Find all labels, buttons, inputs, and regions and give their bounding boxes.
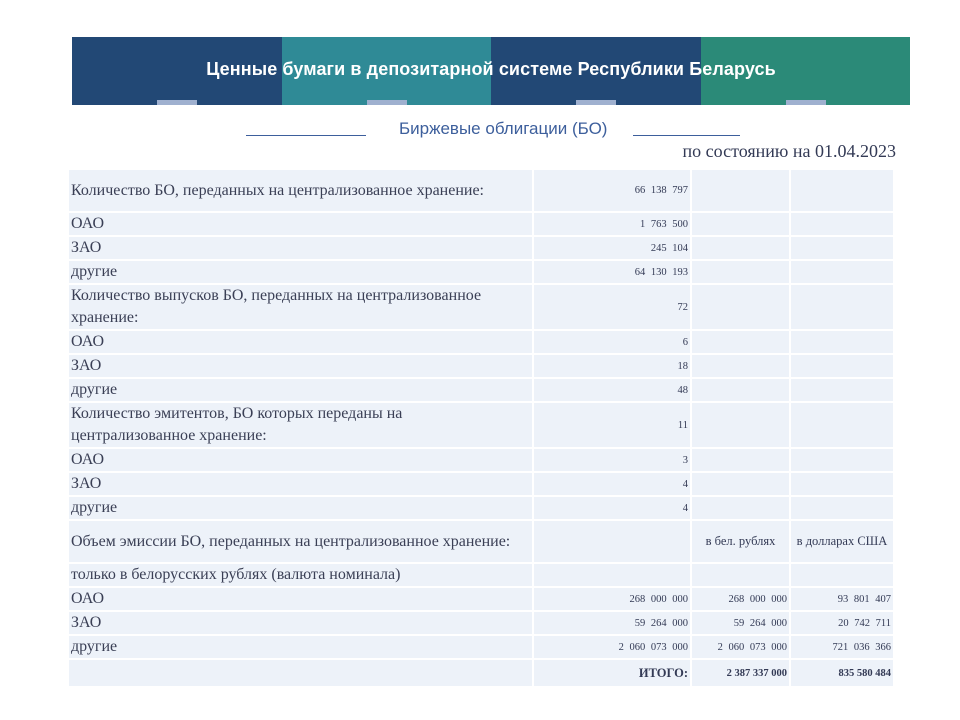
table-row bbox=[68, 635, 894, 659]
banner-tab-1 bbox=[157, 100, 197, 105]
empty-cell bbox=[68, 659, 533, 687]
row-label: другие bbox=[68, 260, 533, 284]
table-row bbox=[68, 378, 894, 402]
total-label: ИТОГО: bbox=[533, 659, 691, 687]
total-row bbox=[68, 659, 894, 687]
empty-cell bbox=[691, 260, 790, 284]
empty-cell bbox=[691, 330, 790, 354]
header-banner bbox=[72, 37, 910, 105]
empty-cell bbox=[790, 212, 894, 236]
byr-value: 59 264 000 bbox=[691, 611, 790, 635]
table-row bbox=[68, 169, 894, 212]
table-row bbox=[68, 354, 894, 378]
emission-subheader-row bbox=[68, 563, 894, 587]
table-row bbox=[68, 260, 894, 284]
row-value: 6 bbox=[533, 330, 691, 354]
table-row bbox=[68, 330, 894, 354]
as-of-date: по состоянию на 01.04.2023 bbox=[682, 141, 896, 161]
empty-cell bbox=[790, 472, 894, 496]
row-value: 1 763 500 bbox=[533, 212, 691, 236]
usd-value: 93 801 407 bbox=[790, 587, 894, 611]
emission-label: Объем эмиссии БО, переданных на централизованное хранение: bbox=[68, 520, 533, 563]
table-row bbox=[68, 472, 894, 496]
empty-cell bbox=[691, 284, 790, 330]
empty-cell bbox=[691, 354, 790, 378]
row-label: другие bbox=[68, 635, 533, 659]
column-header-byr: в бел. рублях bbox=[691, 520, 790, 563]
emission-sub-label: только в белорусских рублях (валюта номинала) bbox=[68, 563, 533, 587]
row-value: 72 bbox=[533, 284, 691, 330]
row-label: ЗАО bbox=[68, 611, 533, 635]
subtitle-line-left bbox=[246, 135, 366, 136]
row-label: ОАО bbox=[68, 448, 533, 472]
empty-cell bbox=[790, 169, 894, 212]
row-value: 4 bbox=[533, 496, 691, 520]
row-label: ОАО bbox=[68, 212, 533, 236]
empty-cell bbox=[790, 496, 894, 520]
table-row bbox=[68, 402, 894, 448]
banner-tab-4 bbox=[786, 100, 826, 105]
empty-cell bbox=[691, 378, 790, 402]
subtitle: Биржевые облигации (БО) bbox=[399, 119, 608, 138]
nominal-value: 2 060 073 000 bbox=[533, 635, 691, 659]
row-value: 18 bbox=[533, 354, 691, 378]
byr-value: 2 060 073 000 bbox=[691, 635, 790, 659]
empty-cell bbox=[790, 448, 894, 472]
row-label: другие bbox=[68, 496, 533, 520]
row-value: 48 bbox=[533, 378, 691, 402]
nominal-value: 268 000 000 bbox=[533, 587, 691, 611]
subtitle-line-right bbox=[633, 135, 740, 136]
total-usd: 835 580 484 bbox=[790, 659, 894, 687]
row-value: 3 bbox=[533, 448, 691, 472]
table-row bbox=[68, 212, 894, 236]
row-label: ЗАО bbox=[68, 354, 533, 378]
empty-cell bbox=[790, 330, 894, 354]
subtitle-row bbox=[246, 118, 740, 140]
row-label: ЗАО bbox=[68, 472, 533, 496]
row-value: 11 bbox=[533, 402, 691, 448]
empty-cell bbox=[691, 169, 790, 212]
empty-cell bbox=[790, 402, 894, 448]
table-row bbox=[68, 496, 894, 520]
row-label: ОАО bbox=[68, 330, 533, 354]
empty-cell bbox=[691, 236, 790, 260]
row-value: 64 130 193 bbox=[533, 260, 691, 284]
empty-cell bbox=[691, 496, 790, 520]
row-value: 66 138 797 bbox=[533, 169, 691, 212]
table-row bbox=[68, 587, 894, 611]
total-byr: 2 387 337 000 bbox=[691, 659, 790, 687]
row-value: 245 104 bbox=[533, 236, 691, 260]
empty-cell bbox=[691, 448, 790, 472]
table-row bbox=[68, 611, 894, 635]
empty-cell bbox=[533, 563, 691, 587]
empty-cell bbox=[790, 260, 894, 284]
empty-cell bbox=[691, 212, 790, 236]
empty-cell bbox=[790, 284, 894, 330]
row-value: 4 bbox=[533, 472, 691, 496]
empty-cell bbox=[790, 354, 894, 378]
row-label: Количество БО, переданных на централизованное хранение: bbox=[68, 169, 533, 212]
empty-cell bbox=[691, 472, 790, 496]
data-table bbox=[67, 168, 895, 688]
banner-tab-3 bbox=[576, 100, 616, 105]
row-label: ЗАО bbox=[68, 236, 533, 260]
empty-cell bbox=[790, 236, 894, 260]
nominal-value: 59 264 000 bbox=[533, 611, 691, 635]
row-label: другие bbox=[68, 378, 533, 402]
empty-cell bbox=[533, 520, 691, 563]
row-label: Количество эмитентов, БО которых переданы на централизованное хранение: bbox=[68, 402, 533, 448]
empty-cell bbox=[691, 402, 790, 448]
banner-tab-2 bbox=[367, 100, 407, 105]
row-label: Количество выпусков БО, переданных на централизованное хранение: bbox=[68, 284, 533, 330]
empty-cell bbox=[691, 563, 790, 587]
row-label: ОАО bbox=[68, 587, 533, 611]
usd-value: 20 742 711 bbox=[790, 611, 894, 635]
column-header-usd: в долларах США bbox=[790, 520, 894, 563]
table-row bbox=[68, 448, 894, 472]
byr-value: 268 000 000 bbox=[691, 587, 790, 611]
table-row bbox=[68, 284, 894, 330]
usd-value: 721 036 366 bbox=[790, 635, 894, 659]
empty-cell bbox=[790, 378, 894, 402]
empty-cell bbox=[790, 563, 894, 587]
table-row bbox=[68, 236, 894, 260]
emission-header-row bbox=[68, 520, 894, 563]
page-title: Ценные бумаги в депозитарной системе Республики Беларусь bbox=[206, 59, 776, 79]
